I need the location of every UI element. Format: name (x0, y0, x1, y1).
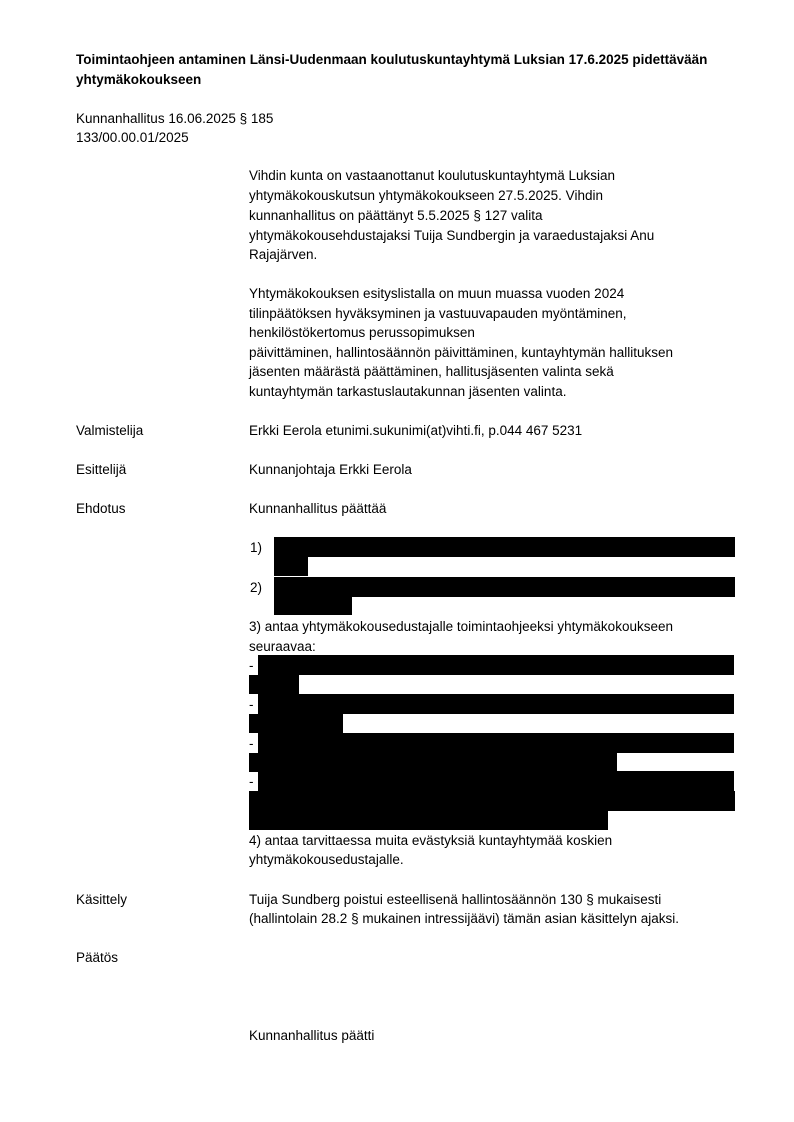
ehdotus-label: Ehdotus (76, 501, 126, 516)
redaction-block (249, 753, 617, 772)
redaction-block (249, 811, 608, 830)
intro-p1-line-3: kunnanhallitus on päättänyt 5.5.2025 § 127 valita (249, 208, 543, 223)
intro-p2-line-5: jäsenten määrästä päättäminen, hallitusjäsenten valinta sekä (249, 364, 614, 379)
ehdotus-value: Kunnanhallitus päättää (249, 501, 387, 516)
record-number: 133/00.00.01/2025 (76, 130, 189, 145)
bullet-dash: - (249, 774, 254, 789)
proposal-item-2-number: 2) (250, 580, 263, 595)
document-title-line-1: Toimintaohjeen antaminen Länsi-Uudenmaan koulutuskuntayhtymä Luksian 17.6.2025 pidettävään (76, 52, 708, 67)
proposal-item-4-line-1: 4) antaa tarvittaessa muita evästyksiä kuntayhtymää koskien (249, 833, 613, 848)
kasittely-label: Käsittely (76, 892, 128, 907)
esittelija-value: Kunnanjohtaja Erkki Eerola (249, 462, 412, 477)
bullet-dash: - (249, 658, 254, 673)
bullet-dash: - (249, 697, 254, 712)
intro-p2-line-1: Yhtymäkokouksen esityslistalla on muun muassa vuoden 2024 (249, 286, 625, 301)
kasittely-line-2: (hallintolain 28.2 § mukainen intressijäävi) tämän asian käsittelyn ajaksi. (249, 911, 679, 926)
proposal-item-4-line-2: yhtymäkokousedustajalle. (249, 852, 404, 867)
proposal-item-3-line-2: seuraavaa: (249, 639, 316, 654)
intro-p2-line-6: kuntayhtymän tarkastuslautakunnan jäsenten valinta. (249, 384, 567, 399)
bullet-dash: - (249, 736, 254, 751)
meeting-reference: Kunnanhallitus 16.06.2025 § 185 (76, 111, 274, 126)
redaction-block (249, 791, 735, 811)
intro-p1-line-5: Rajajärven. (249, 247, 318, 262)
intro-p2-line-2: tilinpäätöksen hyväksyminen ja vastuuvapauden myöntäminen, (249, 306, 627, 321)
redaction-block (249, 675, 299, 694)
document-title-line-2: yhtymäkokoukseen (76, 72, 202, 87)
intro-p1-line-2: yhtymäkokouskutsun yhtymäkokoukseen 27.5.2025. Vihdin (249, 188, 603, 203)
intro-p2-line-3: henkilöstökertomus perussopimuksen (249, 325, 475, 340)
paatos-value: Kunnanhallitus päätti (249, 1028, 375, 1043)
paatos-label: Päätös (76, 950, 119, 965)
redaction-block (274, 537, 735, 557)
redaction-block (258, 655, 734, 675)
proposal-item-1-number: 1) (250, 540, 263, 555)
redaction-block (258, 694, 734, 714)
kasittely-line-1: Tuija Sundberg poistui esteellisenä hallintosäännön 130 § mukaisesti (249, 892, 662, 907)
proposal-item-3-line-1: 3) antaa yhtymäkokousedustajalle toimintaohjeeksi yhtymäkokoukseen (249, 619, 673, 634)
valmistelija-label: Valmistelija (76, 423, 144, 438)
redaction-block (249, 714, 343, 733)
redaction-block (258, 771, 734, 791)
redaction-block (274, 557, 308, 576)
redaction-block (274, 597, 352, 615)
esittelija-label: Esittelijä (76, 462, 127, 477)
valmistelija-value: Erkki Eerola etunimi.sukunimi(at)vihti.fi, p.044 467 5231 (249, 423, 583, 438)
intro-p1-line-4: yhtymäkokousehdustajaksi Tuija Sundbergin ja varaedustajaksi Anu (249, 228, 655, 243)
redaction-block (274, 577, 735, 597)
intro-p2-line-4: päivittäminen, hallintosäännön päivittäminen, kuntayhtymän hallituksen (249, 345, 674, 360)
redaction-block (258, 733, 734, 753)
intro-p1-line-1: Vihdin kunta on vastaanottanut koulutuskuntayhtymä Luksian (249, 168, 615, 183)
